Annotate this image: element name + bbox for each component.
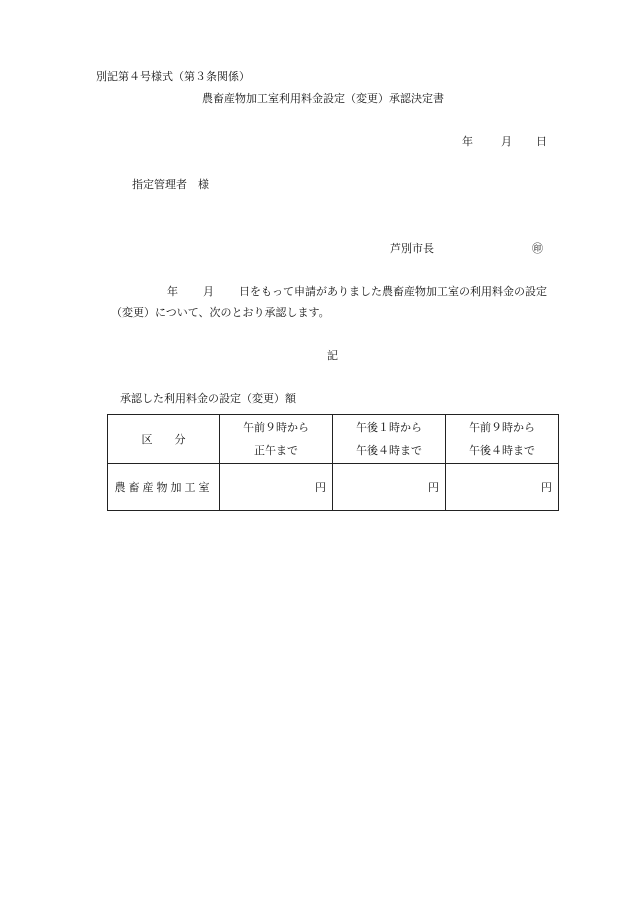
column-header-line: 午後４時まで — [356, 444, 422, 457]
fee-table — [107, 414, 559, 511]
body-year: 年 — [167, 285, 178, 298]
table-row — [108, 464, 559, 511]
body-text-1: 日をもって申請がありました農畜産物加工室の利用料金の設定 — [239, 285, 547, 298]
issuer: 芦別市長 — [390, 242, 434, 255]
fee-cell-afternoon: 円 — [333, 464, 446, 511]
facility-label: 農畜産物加工室 — [108, 464, 220, 511]
fee-cell-morning: 円 — [220, 464, 333, 511]
document-title: 農畜産物加工室利用料金設定（変更）承認決定書 — [202, 92, 444, 105]
fee-cell-fullday: 円 — [446, 464, 559, 511]
date-year: 年 — [462, 135, 473, 148]
column-header-morning — [220, 415, 333, 464]
table-header-row — [108, 415, 559, 464]
column-header-line: 正午まで — [254, 444, 298, 457]
section-heading: 承認した利用料金の設定（変更）額 — [120, 392, 296, 405]
category-header: 区 分 — [108, 415, 220, 464]
column-header-line: 午後１時から — [356, 421, 422, 434]
column-header-fullday — [446, 415, 559, 464]
seal-mark: ㊞ — [532, 242, 543, 255]
date-day: 日 — [536, 135, 547, 148]
form-id: 別記第４号様式（第３条関係） — [96, 70, 250, 83]
addressee: 指定管理者 様 — [132, 178, 209, 191]
body-text-2: （変更）について、次のとおり承認します。 — [111, 306, 330, 319]
column-header-afternoon — [333, 415, 446, 464]
column-header-line: 午前９時から — [243, 421, 309, 434]
date-month: 月 — [501, 135, 512, 148]
column-header-line: 午前９時から — [469, 421, 535, 434]
ki-heading: 記 — [327, 349, 338, 362]
body-month: 月 — [203, 285, 214, 298]
column-header-line: 午後４時まで — [469, 444, 535, 457]
